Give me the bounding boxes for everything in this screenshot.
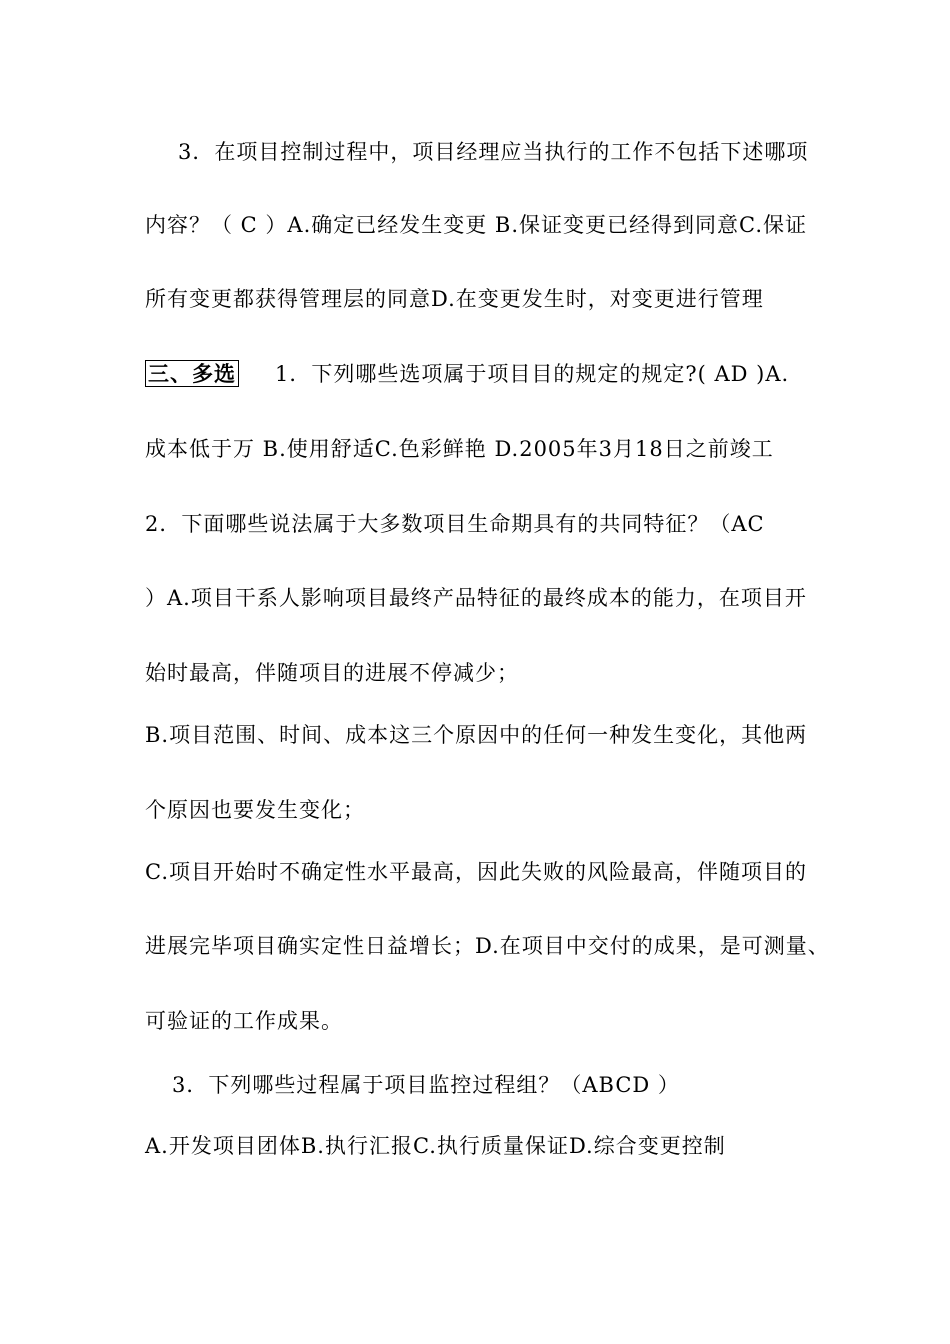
mq2-line-2: ）A.项目干系人影响项目最终产品特征的最终成本的能力，在项目开 [145,586,807,610]
mq3-line-2: A.开发项目团体B.执行汇报C.执行质量保证D.综合变更控制 [145,1134,726,1158]
q3-single-line-3: 所有变更都获得管理层的同意D.在变更发生时，对变更进行管理 [145,287,764,311]
mq3-line-1: 3．下列哪些过程属于项目监控过程组？（ABCD ） [172,1073,680,1097]
mq1-line-2: 成本低于万 B.使用舒适C.色彩鲜艳 D.2005年3月18日之前竣工 [145,437,774,461]
mq2-line-7: 进展完毕项目确实定性日益增长；D.在项目中交付的成果，是可测量、 [145,934,830,958]
q3-single-line-2: 内容？（ C ）A.确定已经发生变更 B.保证变更已经得到同意C.保证 [145,213,808,237]
mq2-line-8: 可验证的工作成果。 [145,1009,343,1033]
mq2-line-4: B.项目范围、时间、成本这三个原因中的任何一种发生变化，其他两 [145,723,808,747]
q3-single-line-1: 3．在项目控制过程中，项目经理应当执行的工作不包括下述哪项 [178,140,809,164]
multi-choice-line-1 [145,360,789,388]
mq2-line-5: 个原因也要发生变化； [145,798,365,822]
mq2-line-6: C.项目开始时不确定性水平最高，因此失败的风险最高，伴随项目的 [145,860,807,884]
section-heading-multi-choice: 三、多选 [145,360,239,387]
mq1-line-1: 1．下列哪些选项属于项目目的规定的规定?( AD )A. [275,362,790,386]
mq2-line-1: 2．下面哪些说法属于大多数项目生命期具有的共同特征？（AC [145,512,765,536]
mq2-line-3: 始时最高，伴随项目的进展不停减少； [145,661,519,685]
